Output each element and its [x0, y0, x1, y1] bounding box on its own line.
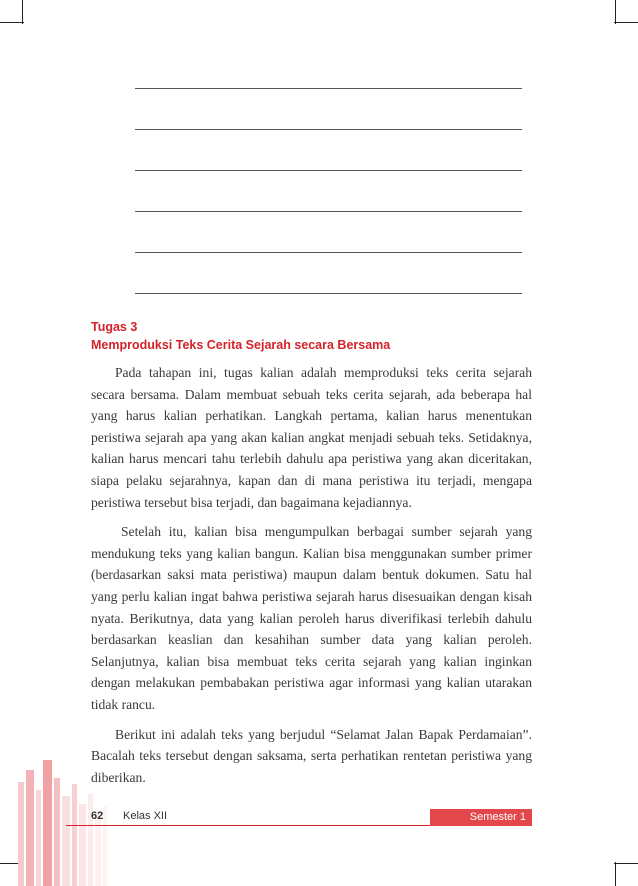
book-class: Kelas XII: [123, 810, 168, 822]
page-number: 62: [91, 810, 104, 822]
crop-mark: [614, 22, 638, 23]
answer-line: [135, 211, 522, 212]
crop-mark: [0, 22, 24, 23]
task-title: Memproduksi Teks Cerita Sejarah secara Bersama: [91, 338, 391, 352]
semester-label: Semester 1: [469, 811, 526, 823]
answer-line: [135, 293, 522, 294]
body-text: [91, 362, 532, 796]
answer-lines: [135, 88, 522, 334]
paragraph: Pada tahapan ini, tugas kalian adalah memproduksi teks cerita sejarah secara bersama. Dalam membuat sebuah teks cerita sejarah, ada beberapa hal yang harus kalian perhatikan. Langkah pertama, kalian harus menentukan peristiwa sejarah apa yang akan kalian angkat menjadi sebuah teks. Setidaknya, kalian harus mencari tahu terlebih dahulu apa peristiwa yang akan diceritakan, siapa pelaku sejarahnya, kapan dan di mana peristiwa itu terjadi, mengapa peristiwa tersebut bisa terjadi, dan bagaimana kejadiannya.: [91, 365, 532, 510]
crop-mark: [614, 863, 638, 864]
paragraph: Berikut ini adalah teks yang berjudul “Selamat Jalan Bapak Perdamaian”. Bacalah teks tersebut dengan saksama, serta perhatikan rentetan peristiwa yang diberikan.: [91, 726, 532, 785]
answer-line: [135, 170, 522, 171]
semester-tab: [430, 809, 532, 826]
answer-line: [135, 88, 522, 89]
task-heading: [91, 318, 390, 354]
answer-line: [135, 252, 522, 253]
answer-line: [135, 129, 522, 130]
crop-mark: [615, 862, 616, 886]
crop-mark: [615, 0, 616, 24]
paragraph: Setelah itu, kalian bisa mengumpulkan berbagai sumber sejarah yang mendukung teks yang kalian bangun. Kalian bisa menggunakan sumber primer (berdasarkan saksi mata peristiwa) maupun dalam bentuk dokumen. Satu hal yang perlu kalian ingat bahwa peristiwa sejarah harus disesuaikan dengan kisah nyata. Berikutnya, data yang kalian peroleh harus diverifikasi terlebih dahulu berdasarkan keaslian dan kesahihan sumber data yang kalian peroleh. Selanjutnya, kalian bisa membuat teks cerita sejarah yang kalian inginkan dengan melakukan pembabakan peristiwa agar informasi yang kalian utarakan tidak rancu.: [91, 524, 532, 712]
task-number: Tugas 3: [91, 320, 138, 334]
crop-mark: [22, 0, 23, 24]
footer-bar: [66, 812, 532, 826]
